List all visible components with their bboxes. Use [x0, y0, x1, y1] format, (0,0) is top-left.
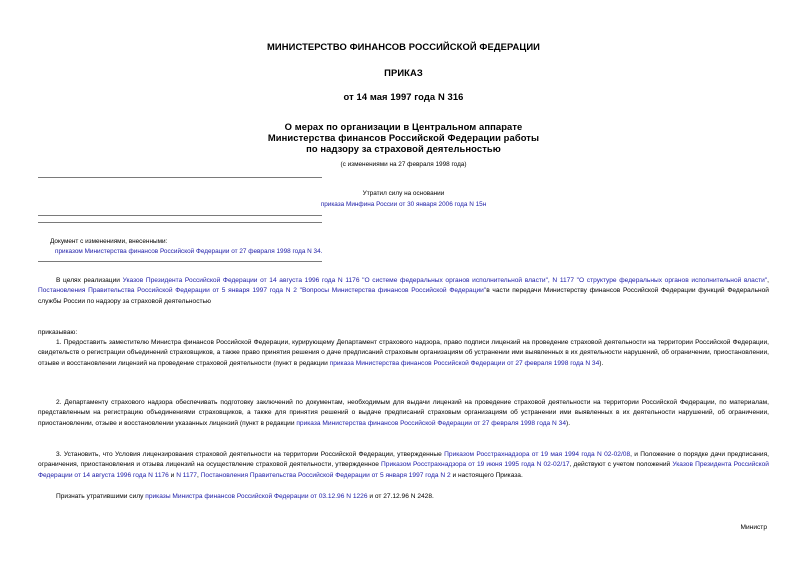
- preamble-paragraph: В целях реализации Указов Президента Российской Федерации от 14 августа 1996 года N 1176 "О системе федеральных органов исполнительной власти", N 1177 "О структуре федеральных органов исполнительной власти", Постановления Правительства Российской Федерации от 5 января 1997 года N 2 "Вопросы Министерства финансов Российской Федерации"в части передачи Министерству финансов Российской Федерации функций Федеральной службы России по надзору за страховой деятельностью: [38, 277, 769, 305]
- amendments-note: (с изменениями на 27 февраля 1998 года): [340, 161, 467, 168]
- revision-link[interactable]: приказом Министерства финансов Российской Федерации от 27 февраля 1998 года N 34.: [55, 248, 323, 255]
- status-link[interactable]: приказа Минфина России от 30 января 2006 года N 15н: [320, 201, 487, 208]
- item-2-amendment-link[interactable]: приказа Министерства финансов Российской Федерации от 27 февраля 1998 года N 34: [296, 419, 566, 427]
- title-line-1: О мерах по организации в Центральном аппарате: [284, 121, 523, 132]
- divider: [38, 222, 322, 223]
- resolution-link[interactable]: Постановления Правительства Российской Федерации от 5 января 1997 года N 2 "Вопросы Министерства финансов Российской Федерации": [38, 287, 487, 295]
- resolution-2-link[interactable]: Постановления Правительства Российской Федерации от 5 января 1997 года N 2: [200, 471, 451, 479]
- decree-1176-link[interactable]: Указов Президента Российской Федерации от 14 августа 1996 года N 1176: [38, 461, 769, 479]
- date-number-heading: от 14 мая 1997 года N 316: [343, 91, 464, 102]
- item-1-amendment-link[interactable]: приказа Министерства финансов Российской Федерации от 27 февраля 1998 года N 34: [329, 359, 600, 367]
- decree-1177-link[interactable]: N 1177: [176, 471, 197, 479]
- doc-type-heading: ПРИКАЗ: [384, 67, 423, 78]
- divider: [38, 177, 322, 178]
- revision-label: Документ с изменениями, внесенными:: [50, 238, 168, 245]
- divider: [38, 261, 322, 262]
- prescription-order-link[interactable]: Приказом Росстрахнадзора от 19 июня 1995 года N 02-02/17: [381, 461, 570, 469]
- repealed-orders-link[interactable]: приказы Министра финансов Российской Федерации от 03.12.96 N 1226: [145, 493, 368, 500]
- repeal-paragraph: Признать утратившими силу приказы Министра финансов Российской Федерации от 03.12.96 N 1226 и от 27.12.96 N 2428.: [56, 493, 434, 500]
- status-label: Утратил силу на основании: [362, 190, 445, 197]
- divider: [38, 215, 322, 216]
- title-line-3: по надзору за страховой деятельностью: [306, 143, 501, 154]
- item-1-paragraph: 1. Предоставить заместителю Министра финансов Российской Федерации, курирующему Департамент страхового надзора, право подписи лицензий на проведение страховой деятельности на территории Российской Федерации, свидетельств о регистрации объединений страховщиков, а также право принятия решения о даче предписаний страховым организациям об устранении ими выявленных в их деятельности нарушений, об ограничении, приостановлении, отзыве и восстановлении лицензий на проведение страховой деятельности (пункт в редакции приказа Министерства финансов Российской Федерации от 27 февраля 1998 года N 34).: [38, 339, 769, 367]
- item-2-paragraph: 2. Департаменту страхового надзора обеспечивать подготовку заключений по документам, необходимым для выдачи лицензий на проведение страховой деятельности на территории Российской Федерации, по материалам, представленным на регистрацию объединениями страховщиков, а также для принятия решений о выдаче предписаний страховым организациям об устранении ими выявленных в их деятельности нарушений, об ограничении, приостановлении, отзыве и восстановлении указанных лицензий (пункт в редакции приказа Министерства финансов Российской Федерации от 27 февраля 1998 года N 34).: [38, 399, 769, 427]
- licensing-order-link[interactable]: Приказом Росстрахнадзора от 19 мая 1994 года N 02-02/08: [444, 451, 631, 458]
- signature-label: Министр: [740, 524, 767, 531]
- item-3-paragraph: 3. Установить, что Условия лицензирования страховой деятельности на территории Российской Федерации, утвержденные Приказом Росстрахнадзора от 19 мая 1994 года N 02-02/08, и Положение о порядке дачи предписания, ограничения, приостановления и отзыва лицензий на осуществление страховой деятельности, утвержденное Приказом Росстрахнадзора от 19 июня 1995 года N 02-02/17, действуют с учетом положений Указов Президента Российской Федерации от 14 августа 1996 года N 1176 и N 1177, Постановления Правительства Российской Федерации от 5 января 1997 года N 2 и настоящего Приказа.: [38, 451, 769, 479]
- title-line-2: Министерства финансов Российской Федерации работы: [267, 132, 540, 143]
- ministry-heading: МИНИСТЕРСТВО ФИНАНСОВ РОССИЙСКОЙ ФЕДЕРАЦИИ: [266, 41, 541, 52]
- decrees-link[interactable]: Указов Президента Российской Федерации от 14 августа 1996 года N 1176 "О системе федеральных органов исполнительной власти", N 1177 "О структуре федеральных органов исполнительной власти": [122, 277, 768, 284]
- order-word: приказываю:: [38, 329, 78, 336]
